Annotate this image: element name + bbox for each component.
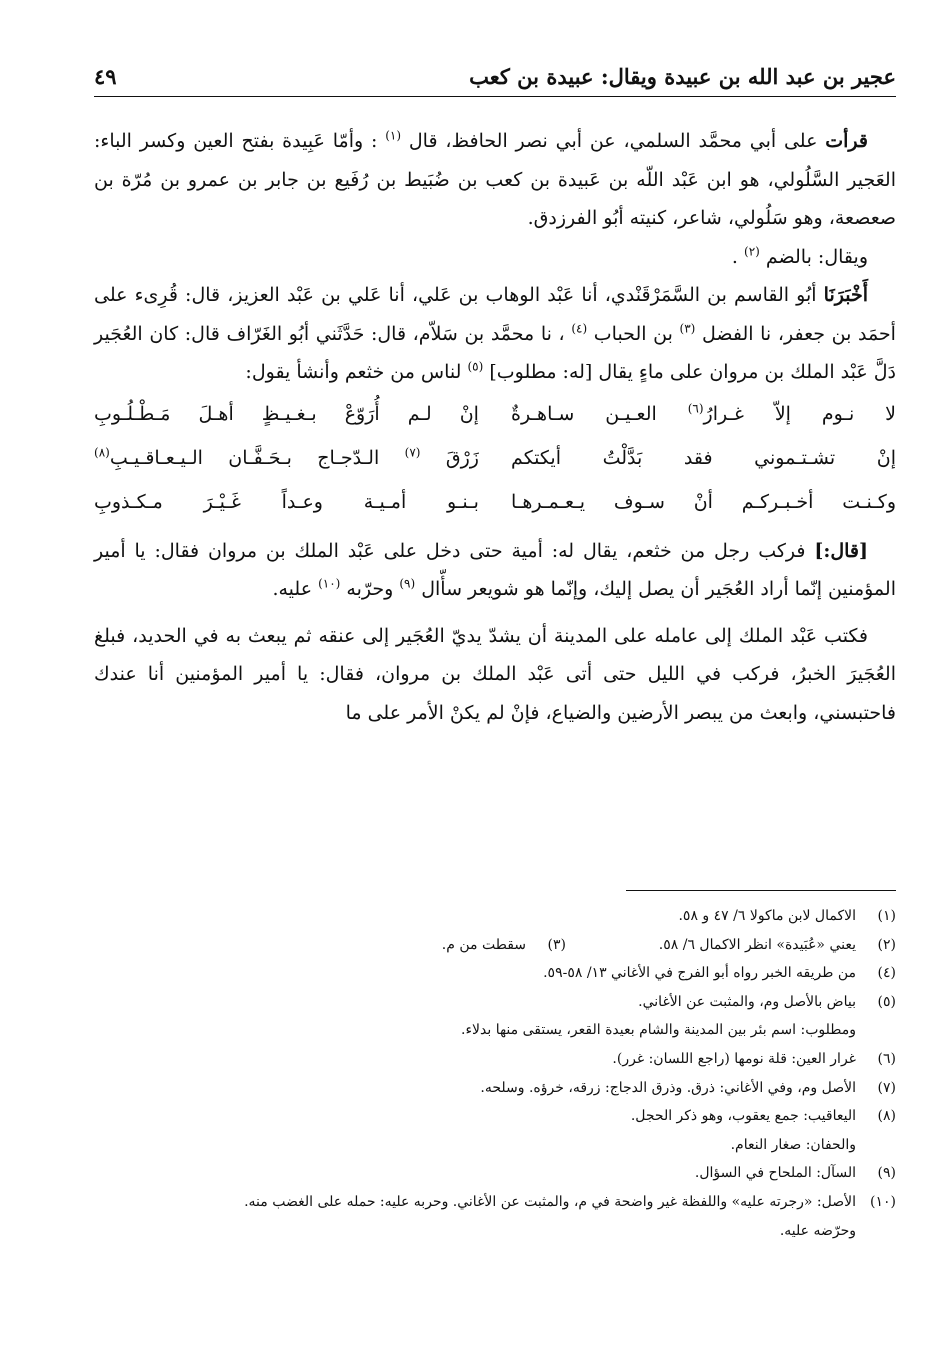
verse-line [94,392,896,436]
text: : وأمّا عَبِيدة بفتح العين وكسر الباء: العَجير السَّلُولي، هو ابن عَبْد اللّه بن عَبيدة بن كعب بن ضُبَيط بن رُفَيع بن جابر بن عمرو بن مُرّة بن صعصعة، وهو سَلُولي، شاعر، كنيته أبُو الفرزدق. [94,130,896,229]
text: لناس من خثعم وأنشأ يقول: [245,361,462,383]
page-number: ٤٩ [94,64,117,89]
footnote-ref: (٤) [571,321,588,336]
footnote-divider [626,890,896,891]
verse-first-hemistich: وكـنـت أخـبـركـم أنْ سـوف يـعـمـرهـا [511,490,896,513]
text: بن الحباب [593,322,673,345]
footnote-8-continued: والحفان: صغار النعام. [730,1136,856,1153]
footnote-8: (٨)اليعاقيب: جمع يعقوب، وهو ذكر الحجل. [630,1108,896,1125]
verse-second-hemistich: إنْ لـم أُرَوّعْ بـغـيـظٍ أهـلَ مَـطْـلُـوبِ [94,402,479,425]
footnote-10-continued: وحرّضه عليه. [779,1222,856,1239]
footnote-ref: (٩) [399,576,416,591]
text: ويقال: بالضم [765,245,868,268]
footnote-5: (٥)بياض بالأصل وم، والمثبت عن الأغاني. [638,993,896,1010]
paragraph-1 [94,122,896,238]
paragraph-3 [94,276,896,392]
text: أبُو القاسم بن السَّمَرْقَنْدي، أنا عَبْد الوهاب بن عَلي، أنا عَلي بن عَبْد العزيز، قال: قُرِىء على أحمَد بن جعفر، نا الفضل [94,284,896,345]
verse-first-hemistich: لا نـوم إلاّ غـرارُ$^{(٦)}$ العـيـن سـاهـرةٌ [511,401,896,425]
verse-line [94,480,896,524]
footnote-6: (٦)غرار العين: قلة نومها (راجع اللسان: غرر). [612,1050,896,1067]
footnote-ref: (٣) [679,321,696,336]
verse-line [94,436,896,480]
main-text [94,122,896,732]
verse-first-hemistich: إنْ تشـتـموني فقد بَدَّلْتُ أيكتكم [511,446,896,469]
text: ، نا محمَّد بن سَلاّم، قال: حَدَّثَني أبُو الغَرّاف قال: كان العُجَير دَلَّ عَبْد الملك بن مروان على ماءٍ يقال [له: مطلوب] [94,322,896,383]
text: عليه. [272,578,313,600]
footnote-1: (١)الاكمال لابن ماكولا ٦/ ٤٧ و ٥٨. [678,908,896,924]
paragraph-4 [94,532,896,609]
footnote-2-3: (٢)يعني «عُبَيدة» انظر الاكمال ٦/ ٥٨. (٣)سقطت من م. [441,936,896,953]
page-header [94,62,896,97]
text: على أبي محمَّد السلمي، عن أبي نصر الحافظ، قال [408,130,818,152]
verse-second-hemistich: بـنـو أمـيـة وعـداً غَـيْـرَ مـكـذوبِ [94,490,479,513]
footnote-5-continued: ومطلوب: اسم بئر بين المدينة والشام بعيدة القعر، يستقى منها بدلاء. [461,1022,856,1039]
text: . [731,245,738,268]
footnote-ref: (١٠) [318,576,341,591]
footnote-4: (٤)من طريقه الخبر رواه أبو الفرج في الأغاني ١٣/ ٥٨-٥٩. [543,965,896,982]
paragraph-2 [94,238,896,277]
keyword-qala: [قال:] [814,539,868,562]
poem [94,392,896,524]
verse-second-hemistich: زَرْقَ $^{(٧)}$ الـدّجـاج بـحَـفَّـان الـيـعـاقـيـبِ$^{(٨)}$ [94,445,479,469]
text: وحرّبه [346,578,394,600]
footnote-ref: (٥) [467,359,484,374]
footnote-ref: (٢) [744,244,760,259]
text: فكتب عَبْد الملك إلى عامله على المدينة أن يشدّ يديّ العُجَير إلى عنقه ثم يبعث به في الحديد، فبلغ العُجَيرَ الخبرُ، فركب في الليل حتى أتى عَبْد الملك بن مروان، فقال: يا أمير المؤمنين أنا عندك فاحتبسني، وابعث من يبصر الأرضين والضياع، فإنْ لم يكنْ الأمر على ما [94,624,896,724]
footnote-ref: (١) [385,128,402,143]
paragraph-5 [94,617,896,733]
text: فركب رجل من خثعم، يقال له: أمية حتى دخل على عَبْد الملك بن مروان فقال: يا أمير المؤمنين إنّما أراد العُجَير أن يصل إليك، وإنّما هو شويعر سأّال [94,539,896,600]
footnotes [60,902,896,1245]
keyword-qara-t: قرأت [825,130,868,152]
footnote-7: (٧)الأصل وم، وفي الأغاني: ذرق. وذرق الدجاج: زرقه، خرؤه. وسلحه. [480,1079,896,1096]
running-title: عجير بن عبد الله بن عبيدة ويقال: عبيدة بن كعب [469,64,896,89]
keyword-akhbarana: أَخْبَرَنَا [823,284,868,306]
footnote-9: (٩)السآل: الملحاح في السؤال. [694,1165,896,1182]
footnote-10: (١٠)الأصل: «رجرته عليه» واللفظة غير واضحة في م، والمثبت عن الأغاني. وحربه عليه: حمله على الغضب منه. [244,1193,896,1210]
